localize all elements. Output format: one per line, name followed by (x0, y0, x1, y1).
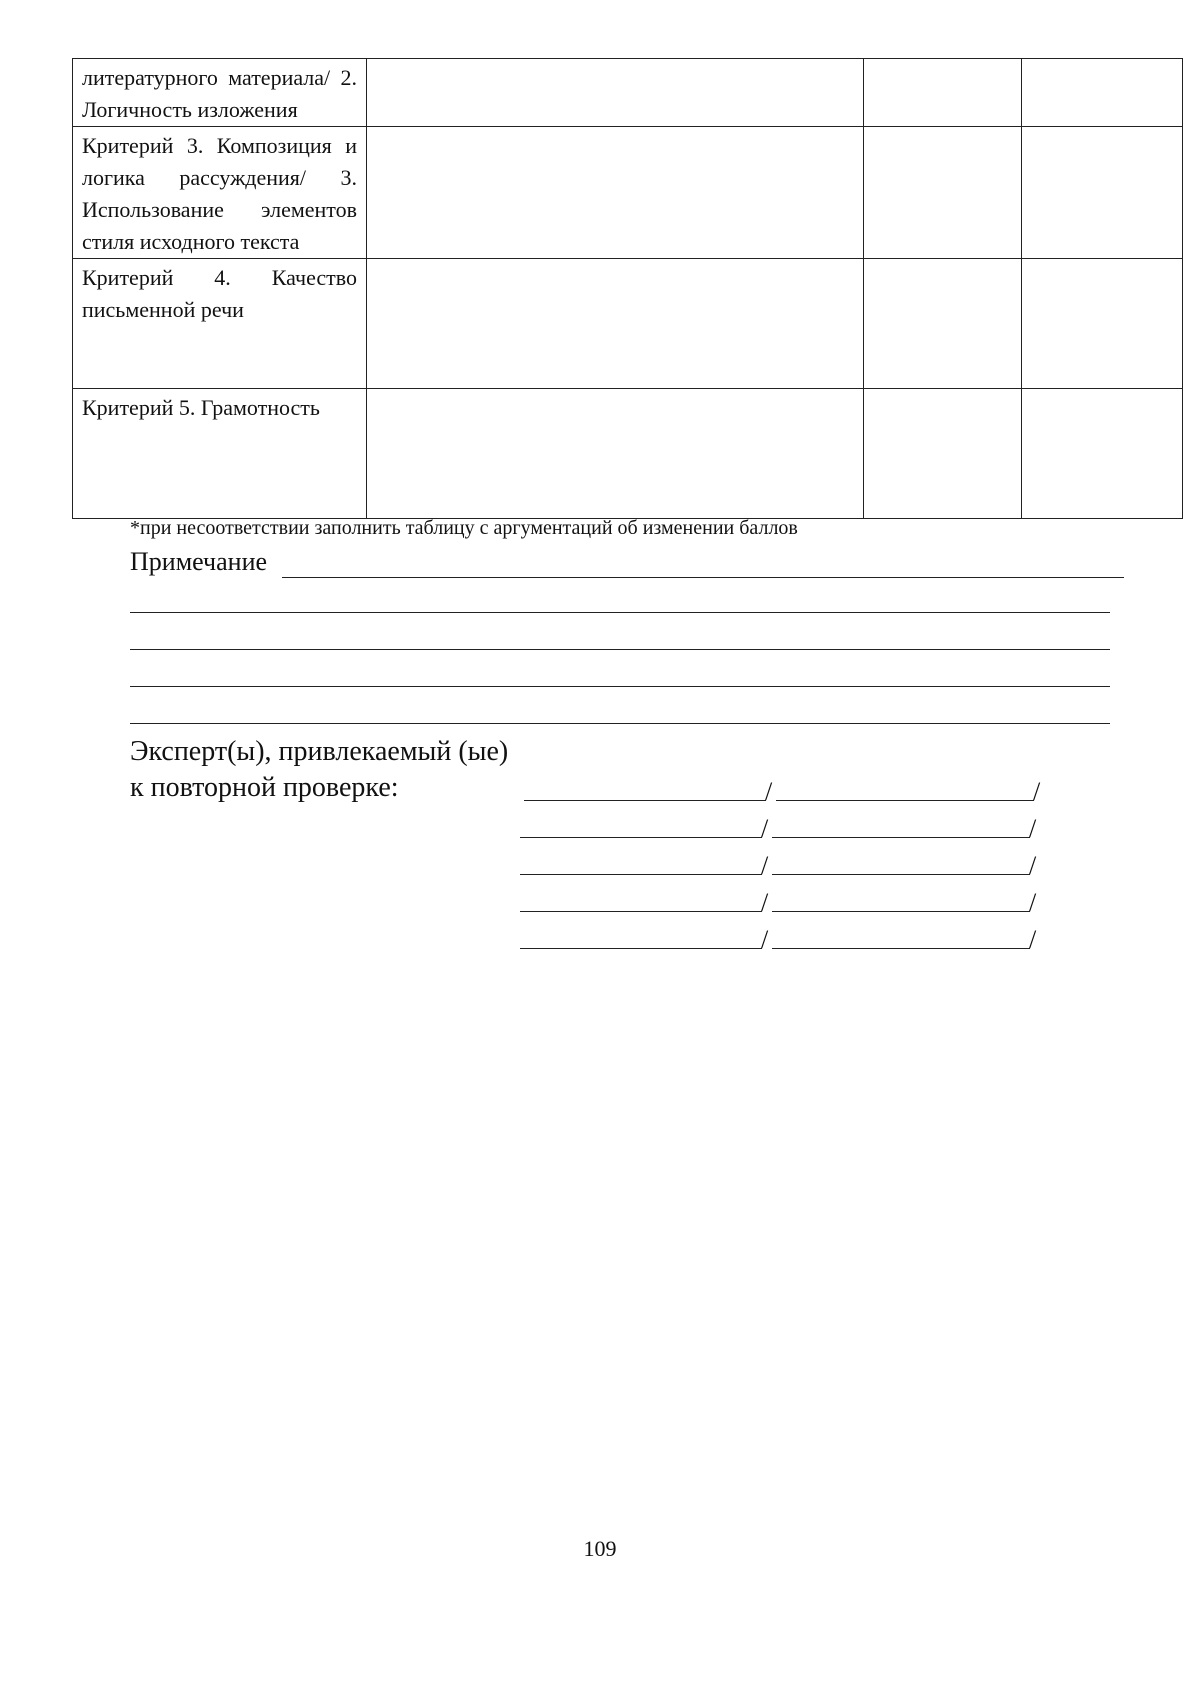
signature-row (524, 771, 1064, 806)
signature-separator: / (1033, 777, 1041, 806)
argument-cell (367, 127, 864, 259)
note-line (130, 686, 1110, 687)
table-row (73, 389, 1183, 519)
experts-label (130, 734, 508, 806)
criterion-text: Критерий 5. Грамотность (82, 395, 320, 420)
criterion-text: Критерий 4. Качество письменной речи (82, 265, 357, 322)
name-line (772, 837, 1030, 838)
footnote: *при несоответствии заполнить таблицу с аргументаций об изменении баллов (130, 517, 798, 539)
name-line (772, 948, 1030, 949)
score-cell (1022, 389, 1183, 519)
signature-line (520, 948, 762, 949)
argument-cell (367, 59, 864, 127)
signature-separator: / (1029, 814, 1037, 843)
signature-separator: / (761, 814, 769, 843)
signature-separator: / (1029, 888, 1037, 917)
score-cell (1022, 259, 1183, 389)
score-cell (864, 389, 1022, 519)
score-cell (864, 127, 1022, 259)
note-label: Примечание (130, 547, 268, 576)
note-line (130, 649, 1110, 650)
criterion-cell (73, 59, 367, 127)
signature-row (520, 808, 1060, 843)
signature-separator: / (761, 888, 769, 917)
criterion-text: Критерий 3. Композиция и логика рассуждения/ 3. Использование элементов стиля исходного текста (82, 133, 357, 254)
signature-row (520, 919, 1060, 954)
criterion-cell (73, 389, 367, 519)
name-line (772, 874, 1030, 875)
table-row (73, 59, 1183, 127)
criterion-cell (73, 259, 367, 389)
criteria-table (72, 58, 1183, 519)
argument-cell (367, 259, 864, 389)
page-number: 109 (583, 1536, 617, 1561)
score-cell (1022, 59, 1183, 127)
experts-label-line: Эксперт(ы), привлекаемый (ые) (130, 736, 509, 767)
name-line (776, 800, 1034, 801)
score-cell (864, 259, 1022, 389)
signature-line (520, 911, 762, 912)
signature-line (520, 837, 762, 838)
signature-separator: / (1029, 851, 1037, 880)
experts-label-line: к повторной проверке: (130, 772, 399, 803)
name-line (772, 911, 1030, 912)
criterion-cell (73, 127, 367, 259)
note-line (130, 723, 1110, 724)
signature-separator: / (761, 925, 769, 954)
signature-separator: / (1029, 925, 1037, 954)
score-cell (1022, 127, 1183, 259)
signature-row (520, 882, 1060, 917)
table-row (73, 259, 1183, 389)
note-line (282, 577, 1124, 578)
score-cell (864, 59, 1022, 127)
argument-cell (367, 389, 864, 519)
table-row (73, 127, 1183, 259)
signature-separator: / (765, 777, 773, 806)
criterion-text: литературного материала/ 2. Логичность изложения (82, 65, 357, 122)
signature-separator: / (761, 851, 769, 880)
note-line (130, 612, 1110, 613)
signature-line (520, 874, 762, 875)
signature-row (520, 845, 1060, 880)
signature-line (524, 800, 766, 801)
